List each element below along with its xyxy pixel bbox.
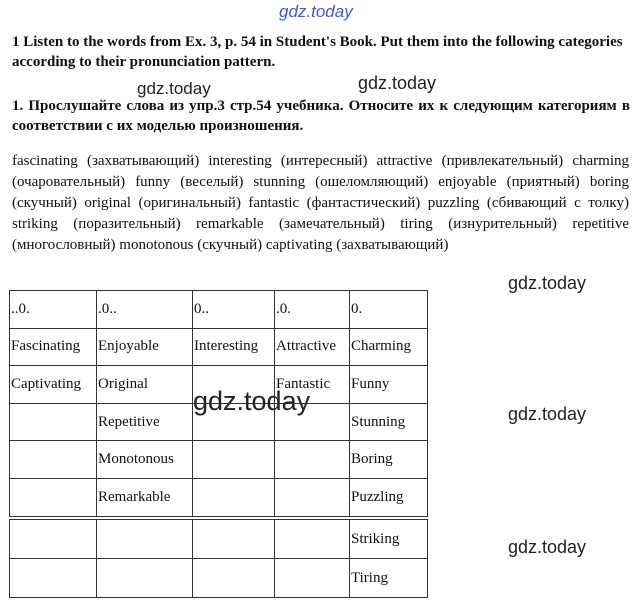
table-cell: Puzzling [350, 478, 428, 516]
watermark: gdz.today [508, 404, 587, 424]
word-list: fascinating (захватывающий) interesting (интересный) attractive (привлекательный) charming (очаровательный) funny (веселый) stunning (ошеломляющий) enjoyable (приятный) boring (скучный) original (оригинальный) fantastic (фантастический) puzzling (сбивающий с толку) striking (поразительный) remarkable (замечательный) tiring (изнурительный) repetitive (многословный) monotonous (скучный) captivating (захватывающий) [12, 153, 629, 253]
watermark: gdz.today [508, 537, 587, 557]
watermark: gdz.today [508, 273, 587, 293]
table-cell [97, 559, 193, 598]
table-cell [10, 478, 97, 516]
table-header-row [10, 291, 428, 329]
table-cell: Stunning [350, 403, 428, 441]
watermark: gdz.today [358, 73, 437, 93]
table-cell: Remarkable [97, 478, 193, 516]
table-cell: Captivating [10, 366, 97, 404]
table-cell: Tiring [350, 559, 428, 598]
header-cell: 0. [350, 291, 428, 329]
table-cell [193, 478, 275, 516]
header-cell: ..0. [10, 291, 97, 329]
table-cell: Charming [350, 328, 428, 366]
table-cell [10, 559, 97, 598]
table-cell [10, 520, 97, 559]
pronunciation-table-continued [9, 519, 428, 598]
table-cell [193, 520, 275, 559]
table-cell: Original [97, 366, 193, 404]
table-row [10, 328, 428, 366]
header-cell: .0. [275, 291, 350, 329]
watermark: gdz.today [137, 79, 211, 98]
table-cell: Striking [350, 520, 428, 559]
table-cell [97, 520, 193, 559]
task-heading-english: 1 Listen to the words from Ex. 3, p. 54 in Student's Book. Put them into the following categories according to their pronunciation pattern. [12, 34, 623, 70]
header-cell: 0.. [193, 291, 275, 329]
table-row [10, 559, 428, 598]
table-cell: Enjoyable [97, 328, 193, 366]
table-cell [193, 441, 275, 479]
table-cell: Fascinating [10, 328, 97, 366]
table-cell [10, 441, 97, 479]
table-cell: Attractive [275, 328, 350, 366]
watermark-top: gdz.today [279, 2, 353, 21]
header-cell: .0.. [97, 291, 193, 329]
table-cell [193, 559, 275, 598]
watermark-large: gdz.today [193, 386, 311, 416]
table-cell [275, 478, 350, 516]
table-cell: Boring [350, 441, 428, 479]
table-cell: Fantastic [275, 366, 350, 404]
table-cell: Monotonous [97, 441, 193, 479]
table-cell [10, 403, 97, 441]
task-heading-russian: 1. Прослушайте слова из упр.3 стр.54 учебника. Относите их к следующим категориям в соответствии с их моделью произношения. [12, 98, 630, 134]
table-cell [275, 559, 350, 598]
table-cell [275, 441, 350, 479]
table-cell: Repetitive [97, 403, 193, 441]
table-row [10, 478, 428, 516]
table-row [10, 520, 428, 559]
table-row [10, 441, 428, 479]
table-cell: Funny [350, 366, 428, 404]
table-cell [275, 520, 350, 559]
table-cell: Interesting [193, 328, 275, 366]
